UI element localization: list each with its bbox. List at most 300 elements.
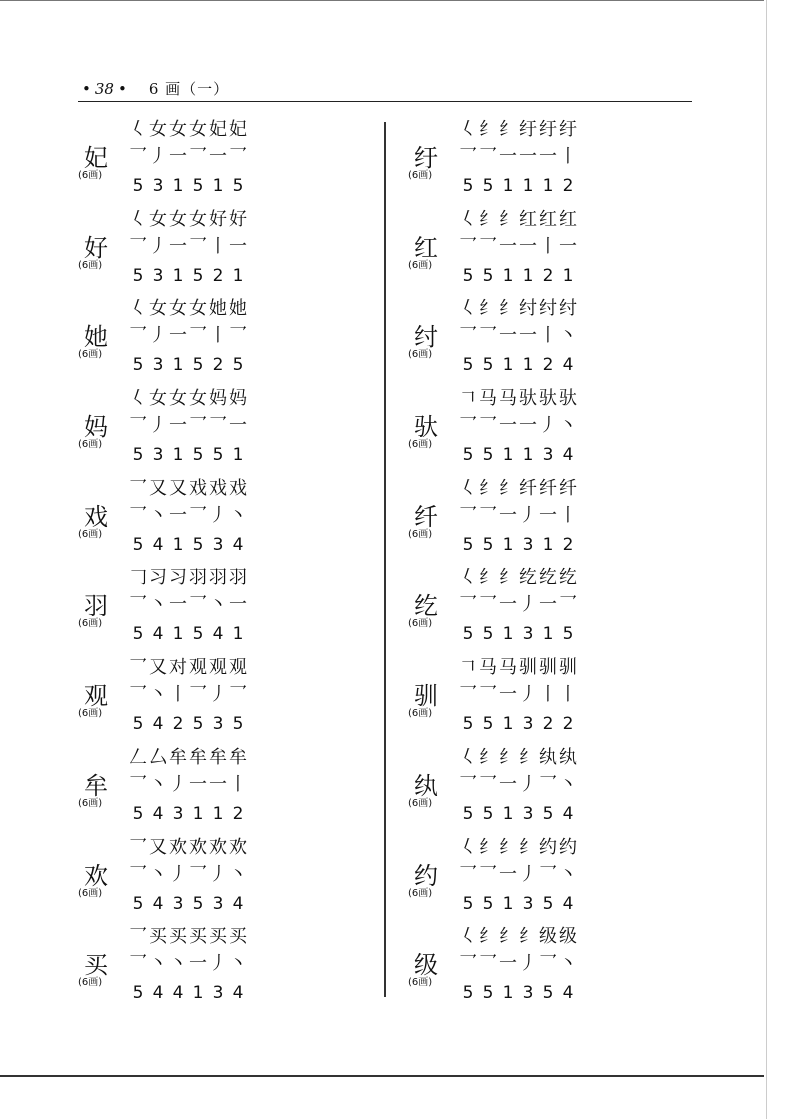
stroke-order-form: 女	[169, 208, 187, 230]
stroke-glyph: 丿	[169, 773, 187, 795]
stroke-count-label: (6画)	[78, 977, 103, 989]
stroke-code: 4	[562, 803, 574, 824]
stroke-order-form: 女	[169, 388, 187, 410]
stroke-code: 1	[522, 355, 534, 376]
stroke-glyph: 丶	[149, 953, 167, 975]
strokes-row	[458, 504, 578, 528]
codes-row	[128, 622, 248, 646]
header-rule	[78, 101, 692, 102]
stroke-glyph: 丿	[209, 863, 227, 885]
codes-row	[458, 802, 578, 826]
stroke-order-form: 女	[169, 298, 187, 320]
stroke-code: 5	[192, 714, 204, 735]
stroke-glyph: 乛	[459, 415, 477, 437]
stroke-order-form: 马	[499, 388, 517, 410]
stroke-glyph: 乛	[459, 684, 477, 706]
strokes-row	[128, 235, 248, 259]
stroke-code: 5	[482, 893, 494, 914]
stroke-code: 5	[132, 714, 144, 735]
strokes-row	[458, 235, 578, 259]
stroke-code: 5	[192, 176, 204, 196]
stroke-order-form: 女	[149, 119, 167, 140]
stroke-order-form: 纡	[559, 119, 577, 140]
stroke-count-label: (6画)	[78, 439, 103, 451]
stroke-code: 5	[462, 355, 474, 376]
stroke-order-form: 𡿨	[459, 926, 477, 948]
stroke-glyph: 丶	[149, 773, 167, 795]
headword-character: 买	[84, 951, 108, 980]
stroke-code: 5	[482, 983, 494, 1004]
stroke-order-form: 女	[189, 119, 207, 140]
strokes-row	[458, 414, 578, 438]
stroke-code: 1	[542, 176, 554, 196]
stroke-order-form: 欢	[189, 836, 207, 858]
character-entry	[76, 744, 376, 834]
forms-row	[128, 746, 248, 770]
stroke-order-form: 纟	[479, 746, 497, 768]
stroke-order-form: 纟	[519, 926, 537, 948]
strokes-row	[458, 145, 578, 169]
stroke-count-label: (6画)	[408, 528, 433, 540]
codes-row	[458, 981, 578, 1005]
stroke-count-label: (6画)	[408, 439, 433, 451]
headword-character: 牟	[84, 771, 108, 800]
stroke-glyph: 乛	[459, 325, 477, 347]
stroke-code: 1	[562, 265, 574, 286]
forms-row	[458, 387, 578, 411]
stroke-order-form: 𡿨	[459, 746, 477, 768]
stroke-code: 4	[152, 624, 164, 645]
stroke-glyph: 丨	[539, 325, 557, 347]
stroke-glyph: 乛	[129, 594, 147, 616]
headword-character: 级	[414, 951, 438, 980]
stroke-code: 3	[172, 803, 184, 824]
stroke-glyph: 丿	[519, 953, 537, 975]
stroke-count-label: (6画)	[78, 170, 103, 181]
codes-row	[128, 892, 248, 916]
stroke-code: 3	[212, 714, 224, 735]
stroke-order-form: 观	[189, 657, 207, 679]
stroke-code: 4	[152, 803, 164, 824]
character-entry	[406, 744, 706, 834]
codes-row	[128, 443, 248, 467]
stroke-order-form: 羽	[229, 567, 247, 589]
stroke-code: 5	[132, 803, 144, 824]
stroke-code: 2	[562, 714, 574, 735]
stroke-order-form: 纥	[539, 567, 557, 589]
stroke-glyph: 丿	[519, 684, 537, 706]
stroke-order-form: 纟	[479, 298, 497, 320]
strokes-row	[128, 863, 248, 887]
stroke-code: 5	[482, 803, 494, 824]
character-entry	[406, 385, 706, 475]
stroke-glyph: 一	[169, 325, 187, 347]
stroke-code: 1	[502, 624, 514, 645]
stroke-count-label: (6画)	[78, 618, 103, 630]
stroke-glyph: 一	[209, 146, 227, 167]
stroke-code: 5	[132, 176, 144, 196]
forms-row	[458, 656, 578, 680]
stroke-glyph: 丶	[559, 773, 577, 795]
character-entry	[76, 206, 376, 296]
stroke-order-form: 纟	[499, 298, 517, 320]
forms-row	[458, 208, 578, 232]
stroke-code: 4	[232, 893, 244, 914]
stroke-code: 1	[192, 803, 204, 824]
stroke-glyph: 一	[539, 594, 557, 616]
stroke-count-label: (6画)	[78, 528, 103, 540]
stroke-glyph: 丶	[169, 953, 187, 975]
stroke-order-form: 乛	[129, 836, 147, 858]
stroke-glyph: 乛	[539, 953, 557, 975]
stroke-order-form: 乛	[129, 477, 147, 499]
stroke-glyph: 一	[499, 773, 517, 795]
stroke-order-form: 驯	[539, 657, 557, 679]
stroke-glyph: 乛	[129, 953, 147, 975]
forms-row	[128, 118, 248, 142]
stroke-glyph: 乛	[559, 594, 577, 616]
codes-row	[458, 533, 578, 557]
stroke-code: 5	[212, 445, 224, 466]
stroke-code: 4	[562, 445, 574, 466]
stroke-glyph: 乛	[229, 146, 247, 167]
strokes-row	[458, 324, 578, 348]
stroke-order-form: 纟	[519, 836, 537, 858]
stroke-glyph: 乛	[459, 504, 477, 526]
stroke-order-form: 马	[499, 657, 517, 679]
forms-row	[458, 836, 578, 860]
stroke-glyph: 乛	[189, 235, 207, 257]
stroke-glyph: 一	[539, 146, 557, 167]
stroke-order-form: 纟	[479, 567, 497, 589]
stroke-code: 5	[462, 265, 474, 286]
stroke-order-form: 马	[479, 657, 497, 679]
stroke-order-form: 乛	[129, 926, 147, 948]
stroke-order-form: 驮	[519, 388, 537, 410]
character-entry	[76, 116, 376, 206]
page-header	[82, 78, 229, 99]
stroke-code: 3	[152, 355, 164, 376]
stroke-order-form: 𡿨	[459, 298, 477, 320]
stroke-code: 3	[542, 445, 554, 466]
character-entry	[406, 654, 706, 744]
strokes-row	[458, 773, 578, 797]
character-entry	[76, 834, 376, 924]
stroke-order-form: 𡿨	[129, 208, 147, 230]
page-title: 6 画（一）	[148, 80, 230, 98]
stroke-order-form: 纟	[499, 567, 517, 589]
stroke-code: 1	[502, 355, 514, 376]
stroke-order-form: 纟	[499, 836, 517, 858]
stroke-order-form: 习	[149, 567, 167, 589]
stroke-code: 1	[212, 803, 224, 824]
stroke-glyph: 一	[499, 863, 517, 885]
stroke-glyph: 乛	[129, 684, 147, 706]
stroke-code: 5	[542, 893, 554, 914]
stroke-code: 5	[192, 445, 204, 466]
stroke-glyph: 一	[519, 415, 537, 437]
stroke-glyph: 乛	[129, 235, 147, 257]
stroke-order-form: 买	[229, 926, 247, 948]
stroke-code: 3	[212, 534, 224, 555]
headword-character: 约	[414, 861, 438, 890]
stroke-code: 1	[172, 445, 184, 466]
headword-character: 她	[84, 323, 108, 352]
stroke-order-form: 女	[189, 388, 207, 410]
left-column	[76, 116, 376, 1013]
stroke-code: 5	[462, 176, 474, 196]
stroke-glyph: 一	[209, 773, 227, 795]
stroke-code: 5	[482, 714, 494, 735]
forms-row	[458, 297, 578, 321]
stroke-order-form: 观	[229, 657, 247, 679]
stroke-order-form: 纟	[479, 208, 497, 230]
forms-row	[128, 387, 248, 411]
stroke-order-form: 驮	[539, 388, 557, 410]
stroke-order-form: 习	[169, 567, 187, 589]
stroke-glyph: 一	[169, 146, 187, 167]
stroke-order-form: 纤	[539, 477, 557, 499]
forms-row	[128, 836, 248, 860]
stroke-code: 5	[562, 624, 574, 645]
stroke-code: 2	[212, 265, 224, 286]
stroke-glyph: 丶	[559, 863, 577, 885]
stroke-order-form: 𠃌	[129, 567, 147, 589]
stroke-order-form: 𡿨	[129, 298, 147, 320]
stroke-code: 5	[482, 534, 494, 555]
stroke-code: 5	[462, 714, 474, 735]
stroke-glyph: 乛	[479, 504, 497, 526]
stroke-glyph: 一	[499, 594, 517, 616]
headword-character: 羽	[84, 592, 108, 621]
stroke-code: 5	[132, 983, 144, 1004]
stroke-order-form: 戏	[189, 477, 207, 499]
stroke-order-form: 牟	[189, 746, 207, 768]
stroke-order-form: 羽	[189, 567, 207, 589]
stroke-glyph: 一	[229, 415, 247, 437]
stroke-order-form: 纥	[559, 567, 577, 589]
stroke-count-label: (6画)	[78, 797, 103, 809]
stroke-glyph: 丿	[149, 325, 167, 347]
strokes-row	[128, 145, 248, 169]
stroke-order-form: 好	[209, 208, 227, 230]
stroke-code: 3	[172, 893, 184, 914]
stroke-order-form: 纣	[539, 298, 557, 320]
forms-row	[128, 297, 248, 321]
column-divider	[384, 122, 386, 997]
headword-character: 纤	[414, 502, 438, 531]
stroke-order-form: 纨	[559, 746, 577, 768]
headword-character: 红	[414, 233, 438, 262]
stroke-code: 2	[562, 534, 574, 555]
stroke-count-label: (6画)	[408, 708, 433, 720]
stroke-glyph: 丨	[169, 684, 187, 706]
stroke-code: 1	[502, 983, 514, 1004]
stroke-code: 5	[132, 534, 144, 555]
stroke-order-form: 女	[149, 388, 167, 410]
stroke-glyph: 乛	[189, 863, 207, 885]
stroke-order-form: 乛	[129, 657, 147, 679]
stroke-glyph: 一	[519, 146, 537, 167]
stroke-order-form: 纣	[519, 298, 537, 320]
stroke-code: 1	[542, 534, 554, 555]
stroke-order-form: 观	[209, 657, 227, 679]
stroke-code: 1	[522, 176, 534, 196]
stroke-order-form: 𠃍	[459, 388, 477, 410]
headword-character: 妈	[84, 413, 108, 442]
forms-row	[458, 477, 578, 501]
stroke-code: 1	[502, 714, 514, 735]
stroke-code: 5	[482, 445, 494, 466]
stroke-order-form: 女	[149, 298, 167, 320]
stroke-glyph: 丶	[559, 325, 577, 347]
stroke-code: 4	[562, 983, 574, 1004]
stroke-glyph: 丿	[209, 684, 227, 706]
codes-row	[458, 712, 578, 736]
stroke-glyph: 乛	[479, 325, 497, 347]
character-entry	[76, 475, 376, 565]
bottom-rule	[0, 1075, 764, 1077]
stroke-glyph: 丶	[149, 863, 167, 885]
headword-character: 驮	[414, 413, 438, 442]
stroke-glyph: 丿	[149, 146, 167, 167]
stroke-order-form: 纟	[479, 926, 497, 948]
stroke-code: 3	[522, 893, 534, 914]
stroke-glyph: 丶	[149, 594, 167, 616]
stroke-code: 5	[192, 624, 204, 645]
stroke-order-form: 纡	[539, 119, 557, 140]
headword-character: 妃	[84, 144, 108, 172]
stroke-glyph: 乛	[539, 773, 557, 795]
stroke-glyph: 乛	[229, 684, 247, 706]
stroke-code: 1	[502, 265, 514, 286]
stroke-order-form: 红	[559, 208, 577, 230]
stroke-code: 2	[172, 714, 184, 735]
character-entry	[406, 206, 706, 296]
stroke-glyph: 一	[499, 325, 517, 347]
strokes-row	[128, 952, 248, 976]
stroke-glyph: 乛	[479, 684, 497, 706]
stroke-order-form: 纨	[539, 746, 557, 768]
stroke-glyph: 丿	[149, 235, 167, 257]
stroke-glyph: 一	[499, 684, 517, 706]
codes-row	[458, 622, 578, 646]
stroke-order-form: 厶	[149, 746, 167, 768]
stroke-code: 1	[232, 624, 244, 645]
codes-row	[458, 174, 578, 198]
stroke-code: 2	[542, 714, 554, 735]
stroke-glyph: 乛	[459, 235, 477, 257]
codes-row	[458, 443, 578, 467]
stroke-code: 1	[502, 445, 514, 466]
codes-row	[128, 353, 248, 377]
character-entry	[406, 295, 706, 385]
stroke-order-form: 欢	[169, 836, 187, 858]
scan-edge-line	[766, 0, 767, 1119]
stroke-glyph: 乛	[189, 325, 207, 347]
stroke-glyph: 乛	[189, 146, 207, 167]
strokes-row	[458, 683, 578, 707]
top-border-line	[0, 0, 764, 1]
stroke-glyph: 丿	[209, 504, 227, 526]
strokes-row	[458, 593, 578, 617]
stroke-code: 4	[152, 714, 164, 735]
codes-row	[458, 264, 578, 288]
stroke-order-form: 纟	[499, 208, 517, 230]
stroke-code: 5	[462, 445, 474, 466]
forms-row	[128, 656, 248, 680]
stroke-glyph: 乛	[129, 504, 147, 526]
stroke-code: 1	[502, 893, 514, 914]
stroke-glyph: 乛	[189, 504, 207, 526]
stroke-glyph: 一	[169, 415, 187, 437]
stroke-code: 4	[562, 893, 574, 914]
stroke-code: 5	[232, 176, 244, 196]
stroke-count-label: (6画)	[408, 887, 433, 899]
stroke-glyph: 一	[519, 325, 537, 347]
stroke-order-form: 纟	[499, 926, 517, 948]
headword-character: 戏	[84, 502, 108, 531]
stroke-glyph: 一	[499, 953, 517, 975]
stroke-order-form: 纡	[519, 119, 537, 140]
stroke-code: 3	[522, 983, 534, 1004]
stroke-code: 1	[502, 176, 514, 196]
stroke-order-form: 她	[209, 298, 227, 320]
stroke-glyph: 乛	[129, 146, 147, 167]
stroke-order-form: 纟	[479, 119, 497, 140]
stroke-count-label: (6画)	[78, 708, 103, 720]
stroke-code: 5	[232, 714, 244, 735]
strokes-row	[128, 504, 248, 528]
stroke-glyph: 乛	[229, 325, 247, 347]
stroke-order-form: 纤	[519, 477, 537, 499]
stroke-order-form: 牟	[169, 746, 187, 768]
stroke-order-form: 约	[539, 836, 557, 858]
forms-row	[458, 566, 578, 590]
stroke-code: 5	[192, 355, 204, 376]
stroke-glyph: 丶	[149, 504, 167, 526]
stroke-order-form: 纟	[499, 119, 517, 140]
stroke-order-form: 又	[169, 477, 187, 499]
codes-row	[128, 174, 248, 198]
stroke-order-form: 红	[539, 208, 557, 230]
stroke-glyph: 丿	[519, 863, 537, 885]
stroke-glyph: 一	[519, 235, 537, 257]
stroke-code: 5	[482, 265, 494, 286]
character-entry	[406, 475, 706, 565]
strokes-row	[458, 952, 578, 976]
stroke-glyph: 乛	[459, 863, 477, 885]
stroke-count-label: (6画)	[408, 170, 433, 181]
stroke-glyph: 乛	[209, 415, 227, 437]
stroke-code: 5	[462, 624, 474, 645]
stroke-order-form: 驯	[519, 657, 537, 679]
stroke-order-form: 𡿨	[459, 208, 477, 230]
stroke-order-form: 妃	[209, 119, 227, 140]
stroke-order-form: 女	[149, 208, 167, 230]
stroke-glyph: 丨	[539, 235, 557, 257]
stroke-order-form: 纟	[499, 477, 517, 499]
stroke-code: 2	[542, 355, 554, 376]
stroke-glyph: 丿	[169, 863, 187, 885]
stroke-order-form: 戏	[209, 477, 227, 499]
stroke-order-form: 买	[209, 926, 227, 948]
stroke-code: 1	[172, 176, 184, 196]
stroke-glyph: 一	[169, 235, 187, 257]
stroke-glyph: 一	[229, 235, 247, 257]
stroke-count-label: (6画)	[408, 977, 433, 989]
strokes-row	[128, 593, 248, 617]
